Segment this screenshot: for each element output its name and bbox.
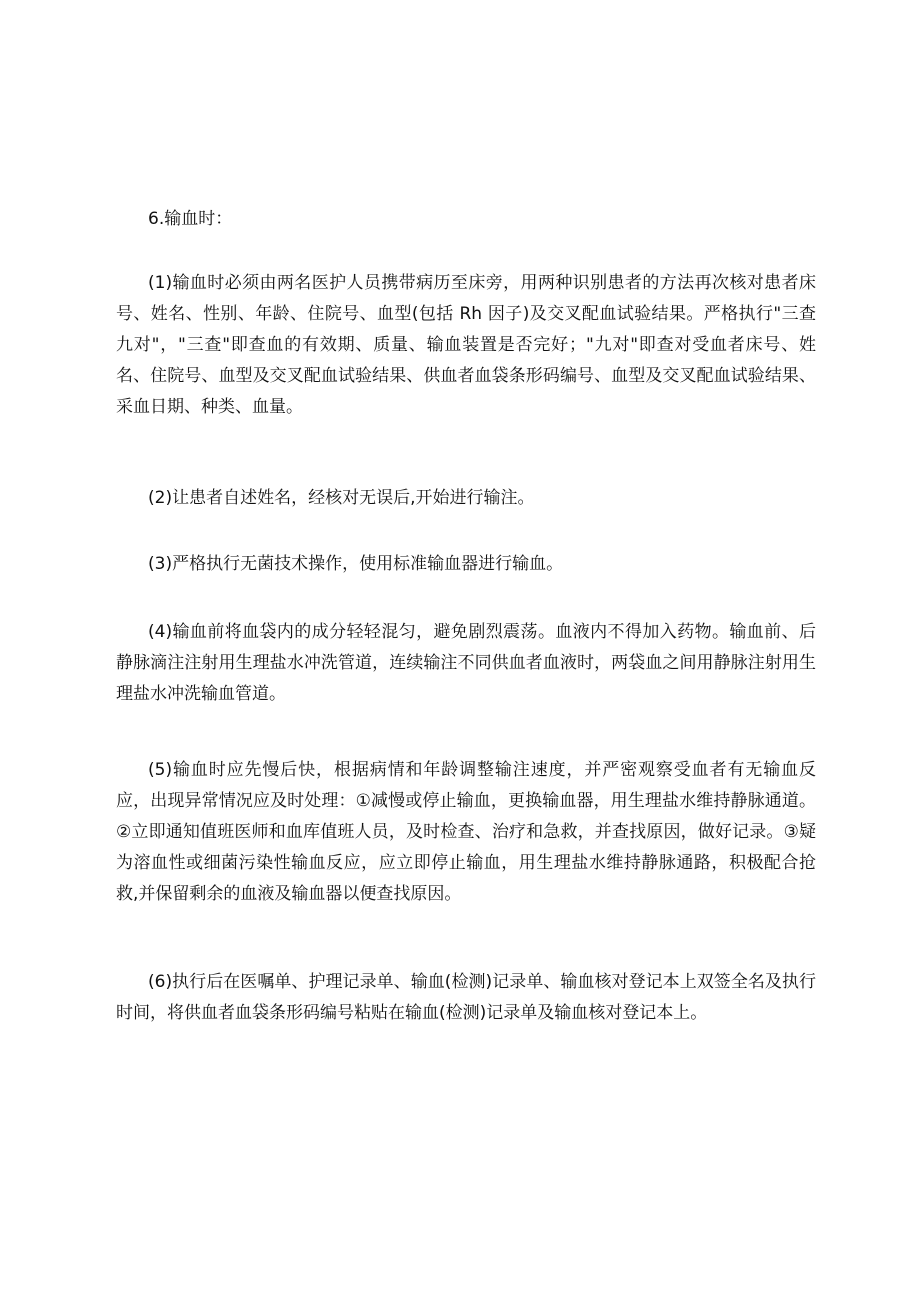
paragraph-2: (2)让患者自述姓名，经核对无误后,开始进行输注。 [148, 488, 535, 508]
paragraph-1: (1)输血时必须由两名医护人员携带病历至床旁，用两种识别患者的方法再次核对患者床号、姓名、性别、年龄、住院号、血型(包括 Rh 因子)及交叉配血试验结果。严格执行"三查九对"，"三查"即查血的有效期、质量、输血装置是否完好；"九对"即查对受血者床号、姓名、住院号、血型及交叉配血试验结果、供血者血袋条形码编号、血型及交叉配血试验结果、采血日期、种类、血量。 [116, 273, 816, 417]
section-heading: 6.输血时： [148, 209, 233, 229]
paragraph-5: (5)输血时应先慢后快，根据病情和年龄调整输注速度，并严密观察受血者有无输血反应，出现异常情况应及时处理：①减慢或停止输血，更换输血器，用生理盐水维持静脉通道。②立即通知值班医师和血库值班人员，及时检查、治疗和急救，并查找原因，做好记录。③疑为溶血性或细菌污染性输血反应，应立即停止输血，用生理盐水维持静脉通路，积极配合抢救,并保留剩余的血液及输血器以便查找原因。 [116, 760, 816, 904]
paragraph-6: (6)执行后在医嘱单、护理记录单、输血(检测)记录单、输血核对登记本上双签全名及执行时间，将供血者血袋条形码编号粘贴在输血(检测)记录单及输血核对登记本上。 [116, 972, 816, 1023]
paragraph-3: (3)严格执行无菌技术操作，使用标准输血器进行输血。 [148, 554, 564, 574]
paragraph-4: (4)输血前将血袋内的成分轻轻混匀，避免剧烈震荡。血液内不得加入药物。输血前、后静脉滴注注射用生理盐水冲洗管道，连续输注不同供血者血液时，两袋血之间用静脉注射用生理盐水冲洗输血管道。 [116, 622, 816, 704]
